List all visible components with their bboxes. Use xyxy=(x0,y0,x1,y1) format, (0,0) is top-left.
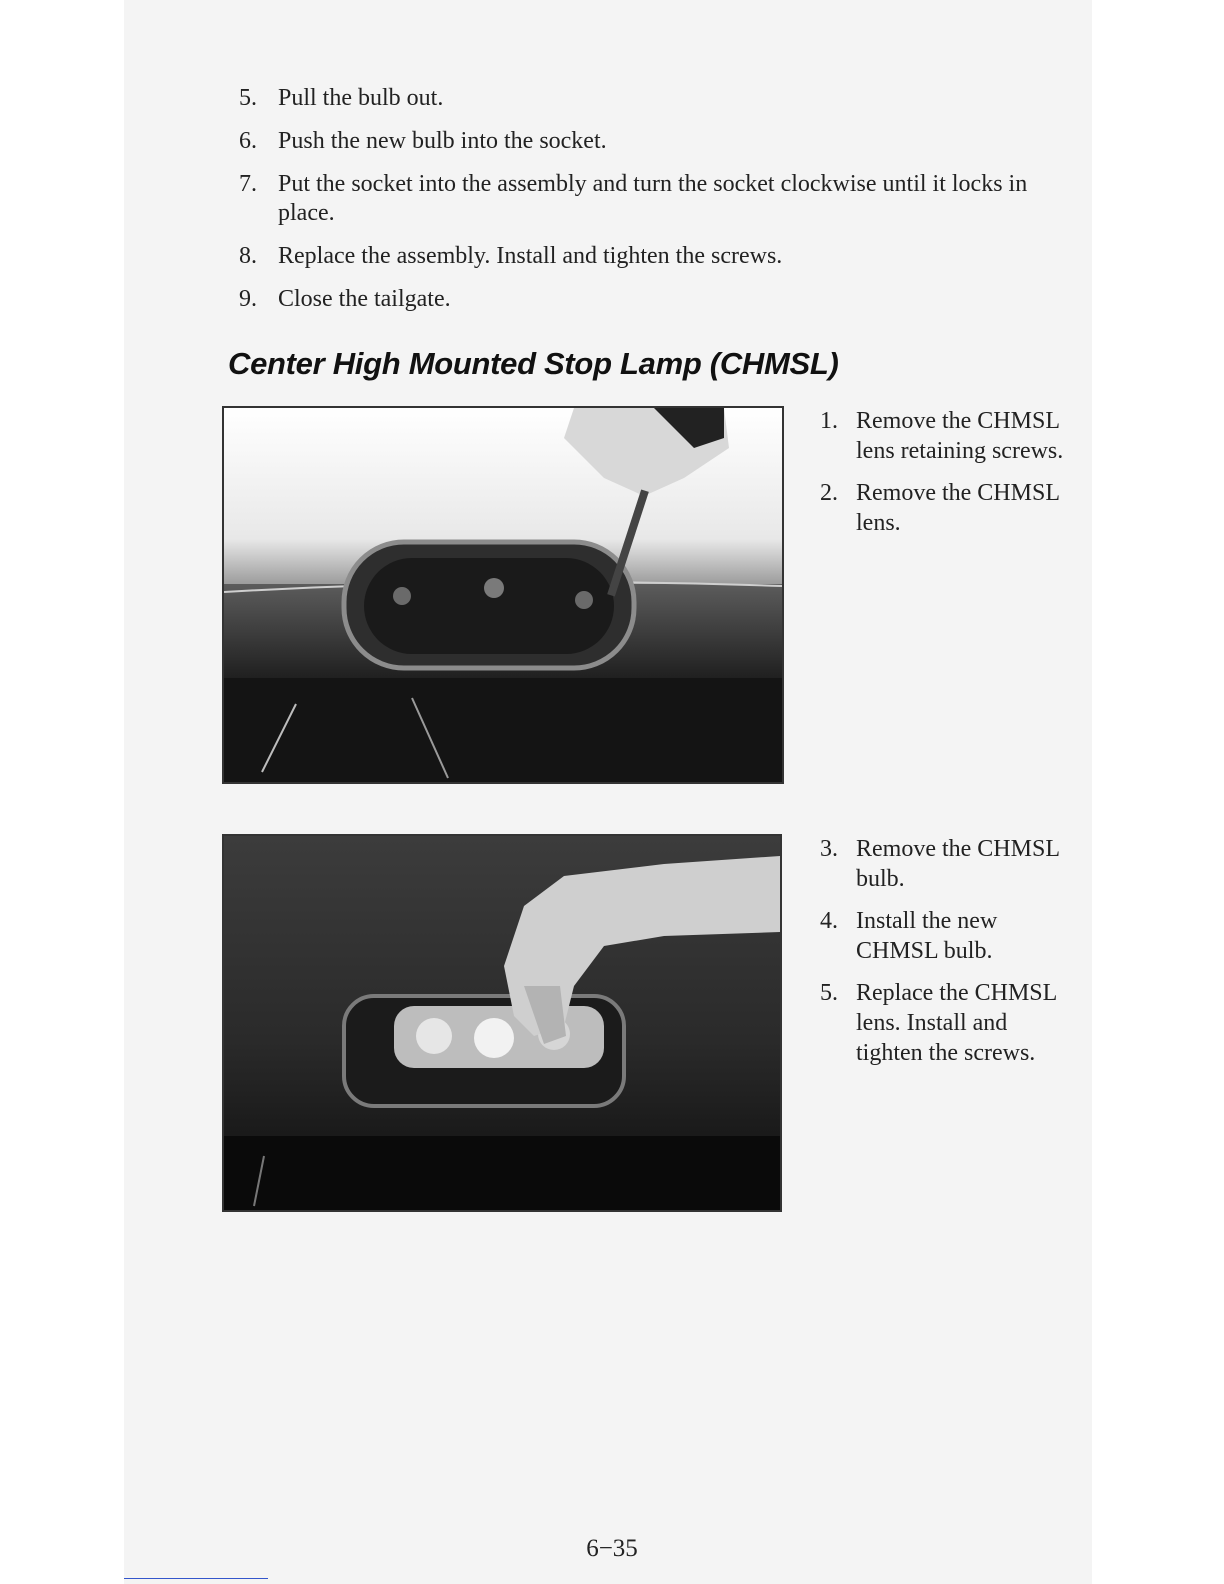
list-item xyxy=(818,478,1068,538)
list-item xyxy=(818,978,1068,1068)
step-number: 2. xyxy=(820,480,838,506)
list-item xyxy=(232,285,1052,314)
section-heading: Center High Mounted Stop Lamp (CHMSL) xyxy=(228,346,839,381)
step-text: Install the new CHMSL bulb. xyxy=(856,908,998,964)
list-item xyxy=(818,834,1068,894)
step-number: 8. xyxy=(239,243,257,269)
chmsl-bulb-replacement-photo xyxy=(222,834,782,1212)
step-number: 3. xyxy=(820,836,838,862)
step-text: Pull the bulb out. xyxy=(278,85,444,111)
step-number: 4. xyxy=(820,908,838,934)
list-item xyxy=(818,906,1068,966)
list-item xyxy=(232,242,1052,271)
step-text: Remove the CHMSL lens retaining screws. xyxy=(856,408,1064,464)
step-text: Remove the CHMSL bulb. xyxy=(856,836,1060,892)
steps-list-top xyxy=(232,84,1052,328)
steps-list-side-1 xyxy=(818,406,1068,550)
step-text: Close the tailgate. xyxy=(278,286,451,312)
step-number: 6. xyxy=(239,128,257,154)
step-number: 5. xyxy=(239,85,257,111)
footer-rule xyxy=(124,1578,268,1579)
step-text: Replace the assembly. Install and tighten the screws. xyxy=(278,243,783,269)
list-item xyxy=(232,170,1052,228)
step-number: 9. xyxy=(239,286,257,312)
manual-page xyxy=(124,0,1092,1584)
step-number: 7. xyxy=(239,171,257,197)
step-text: Replace the CHMSL lens. Install and tighten the screws. xyxy=(856,980,1057,1066)
page-number: 6−35 xyxy=(586,1535,638,1562)
list-item xyxy=(232,127,1052,156)
list-item xyxy=(818,406,1068,466)
list-item xyxy=(232,84,1052,113)
step-number: 5. xyxy=(820,980,838,1006)
chmsl-lens-removal-photo xyxy=(222,406,784,784)
steps-list-side-2 xyxy=(818,834,1068,1080)
step-text: Remove the CHMSL lens. xyxy=(856,480,1060,536)
step-number: 1. xyxy=(820,408,838,434)
step-text: Push the new bulb into the socket. xyxy=(278,128,607,154)
step-text: Put the socket into the assembly and turn the socket clockwise until it locks in place. xyxy=(278,171,1028,226)
